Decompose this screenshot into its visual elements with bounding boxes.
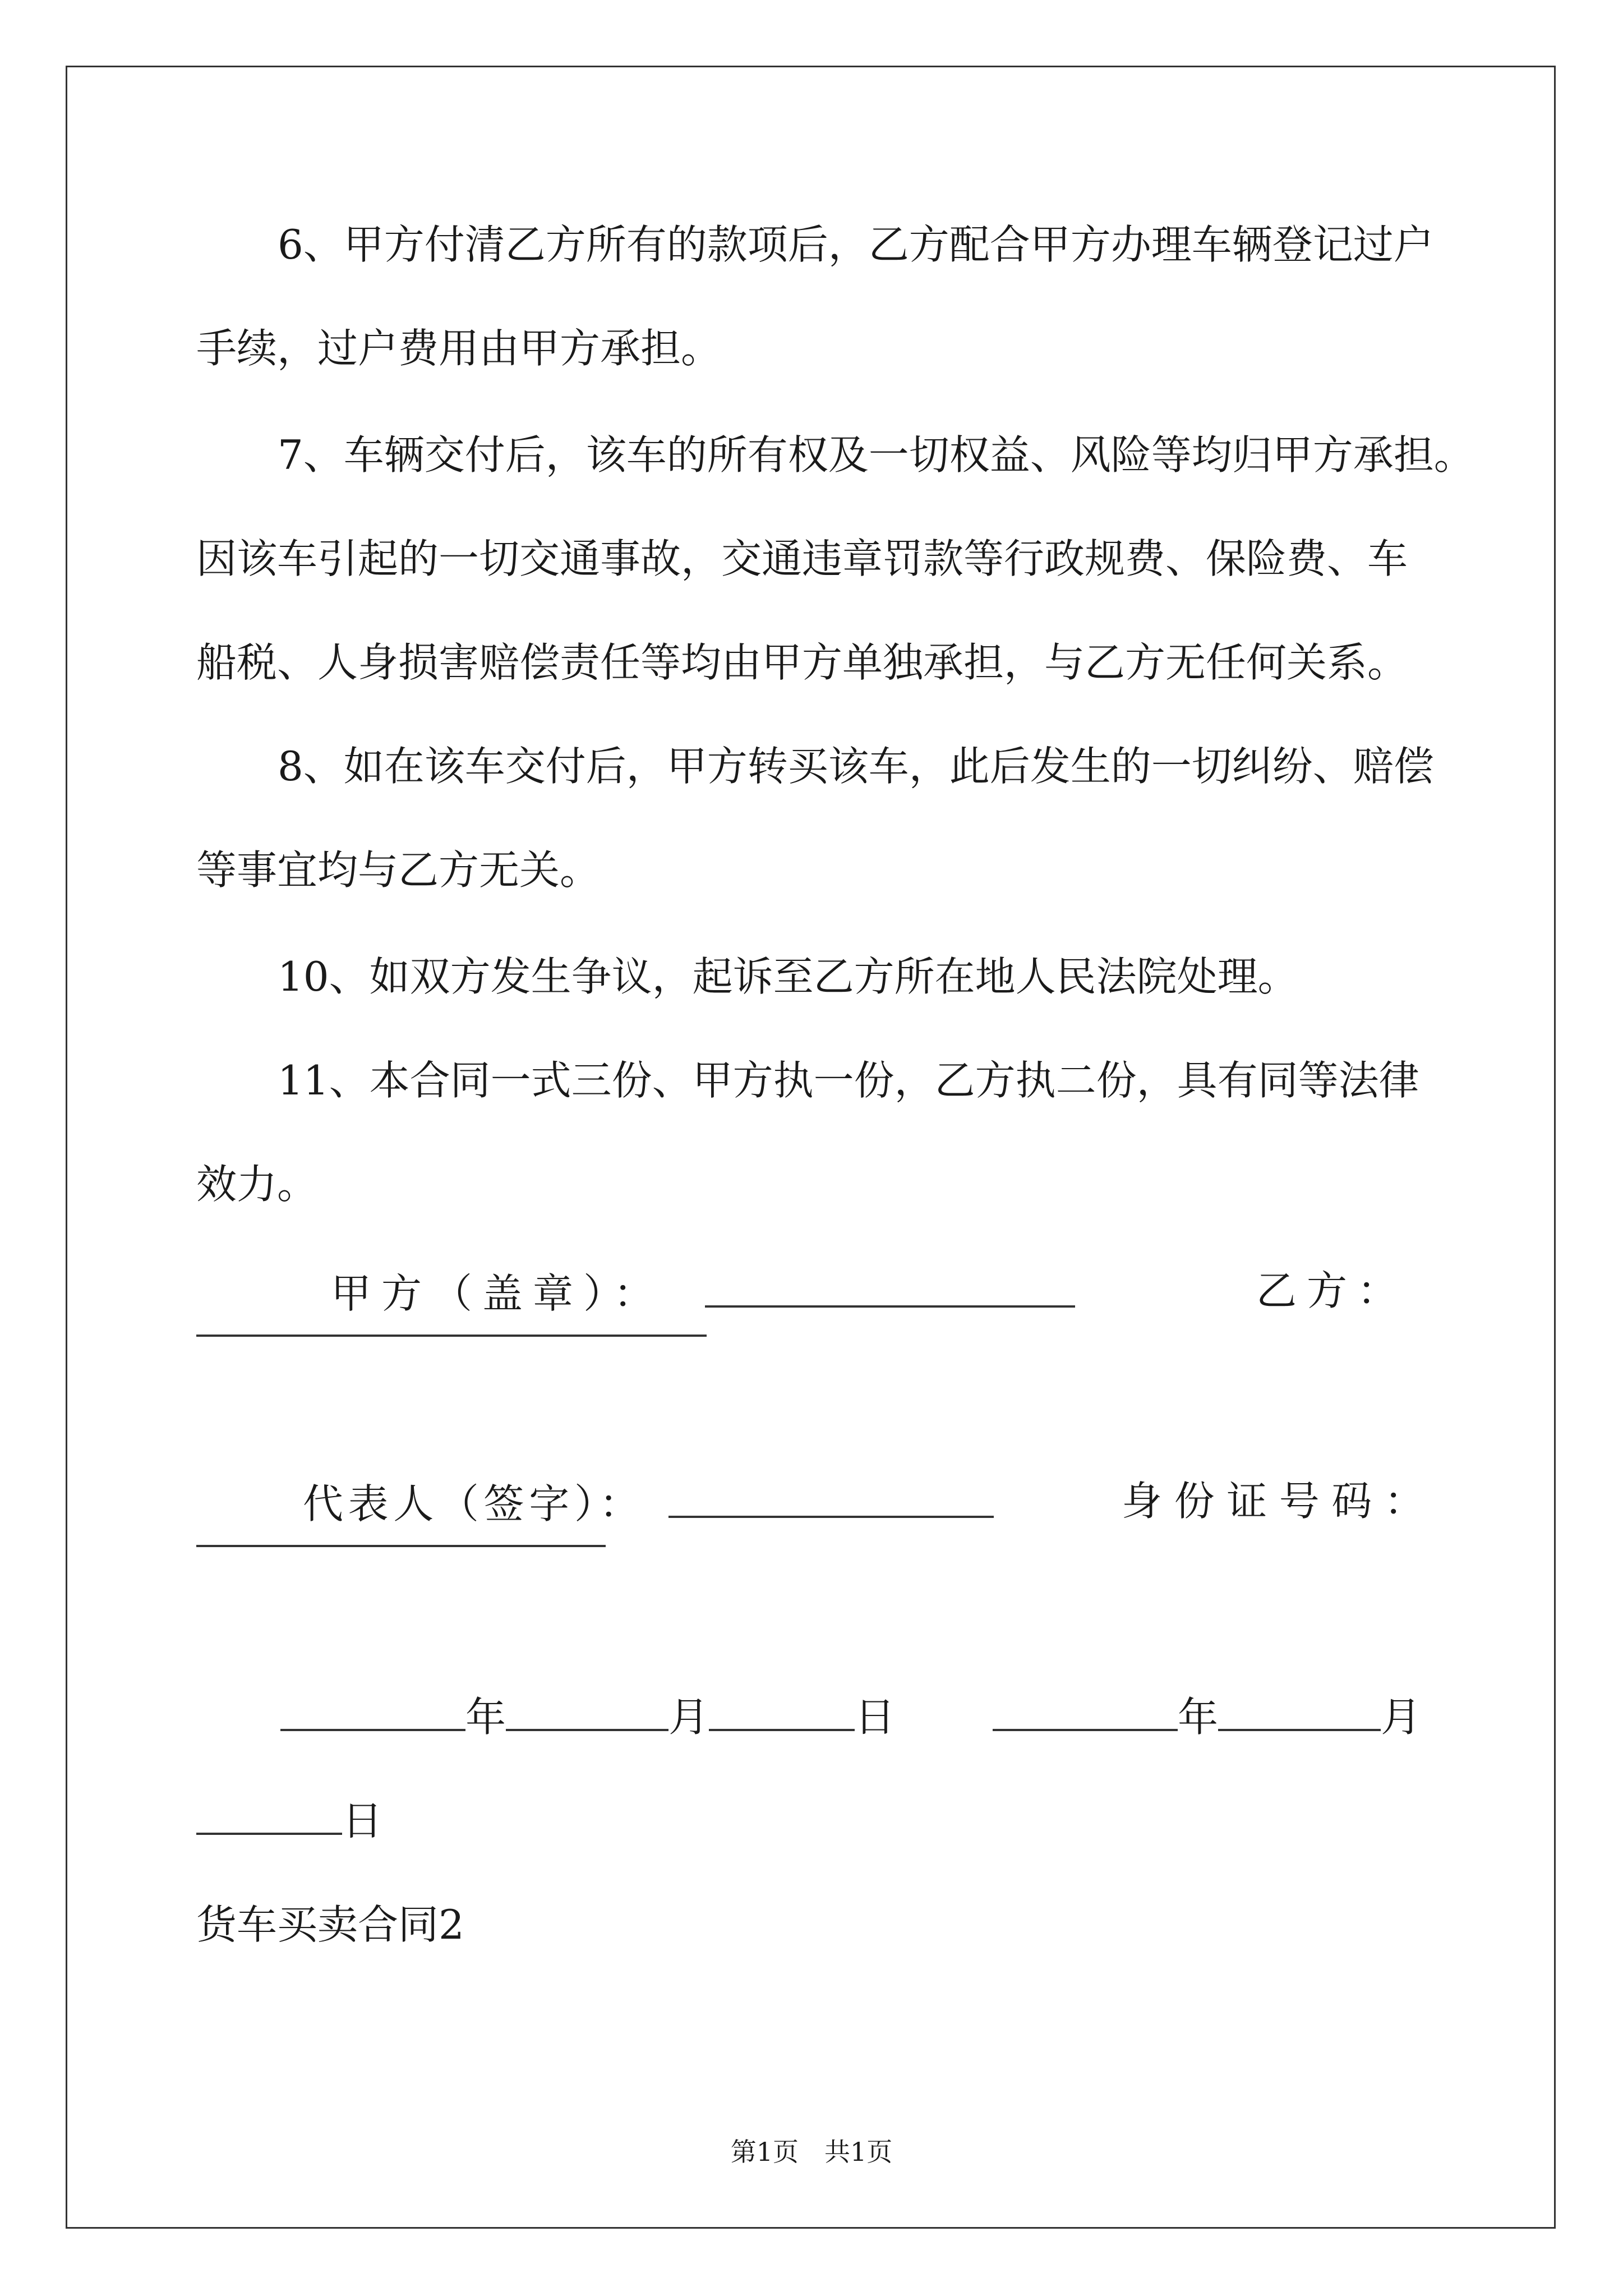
clause-7-line3: 船税、人身损害赔偿责任等均由甲方单独承担，与乙方无任何关系。 xyxy=(196,639,1408,686)
page-footer: 第1页 共1页 xyxy=(730,2137,893,2167)
clause-8-line2: 等事宜均与乙方无关。 xyxy=(196,846,601,894)
id-number-blank-row xyxy=(196,1543,606,1547)
clause-11-line2: 效力。 xyxy=(196,1161,318,1208)
date-b-day-blank[interactable] xyxy=(196,1792,342,1835)
date-b-day-label: 日 xyxy=(342,1797,383,1844)
clause-8-line1: 8、如在该车交付后，甲方转买该车，此后发生的一切纠纷、赔偿 xyxy=(278,743,1434,790)
date-a-month-blank[interactable] xyxy=(506,1688,668,1731)
next-section-title: 货车买卖合同2 xyxy=(196,1901,464,1948)
clause-11-line1: 11、本合同一式三份、甲方执一份，乙方执二份，具有同等法律 xyxy=(278,1057,1419,1104)
clause-6-line1: 6、甲方付清乙方所有的款项后，乙方配合甲方办理车辆登记过户 xyxy=(278,221,1434,268)
id-number-label-wrap xyxy=(1122,1475,1437,1528)
date-b-month-label: 月 xyxy=(1381,1694,1422,1741)
date-b-month-blank[interactable] xyxy=(1218,1688,1381,1731)
party-b-blank-row xyxy=(196,1332,707,1337)
id-number-label: 身份证号码： xyxy=(1122,1478,1437,1525)
party-b-label: 乙方： xyxy=(1256,1267,1408,1314)
date-a-day-label: 日 xyxy=(855,1694,896,1741)
date-b-year-blank[interactable] xyxy=(993,1688,1178,1731)
date-b-day-row xyxy=(196,1792,382,1848)
date-a-row xyxy=(280,1688,895,1744)
representative-row xyxy=(303,1475,994,1531)
representative-label: 代表人（签字）： xyxy=(303,1480,645,1527)
date-a-day-blank[interactable] xyxy=(709,1688,855,1731)
party-a-label: 甲方（盖章）： xyxy=(331,1270,665,1317)
clause-10: 10、如双方发生争议，起诉至乙方所在地人民法院处理。 xyxy=(278,953,1298,1000)
date-a-year-blank[interactable] xyxy=(280,1688,465,1731)
representative-blank[interactable] xyxy=(668,1475,994,1518)
clause-6-line2: 手续，过户费用由甲方承担。 xyxy=(196,325,722,372)
date-b-year-label: 年 xyxy=(1178,1694,1219,1741)
clause-7-line2: 因该车引起的一切交通事故，交通违章罚款等行政规费、保险费、车 xyxy=(196,535,1408,582)
party-a-blank[interactable] xyxy=(705,1265,1075,1308)
clause-7-line1: 7、车辆交付后，该车的所有权及一切权益、风险等均归甲方承担。 xyxy=(278,431,1474,478)
id-number-blank[interactable] xyxy=(196,1543,606,1547)
party-b-label-wrap xyxy=(1256,1265,1408,1318)
date-b-row xyxy=(993,1688,1421,1744)
date-a-month-label: 月 xyxy=(668,1694,709,1741)
party-b-blank[interactable] xyxy=(196,1332,707,1337)
party-a-row xyxy=(331,1265,1075,1320)
date-a-year-label: 年 xyxy=(465,1694,506,1741)
